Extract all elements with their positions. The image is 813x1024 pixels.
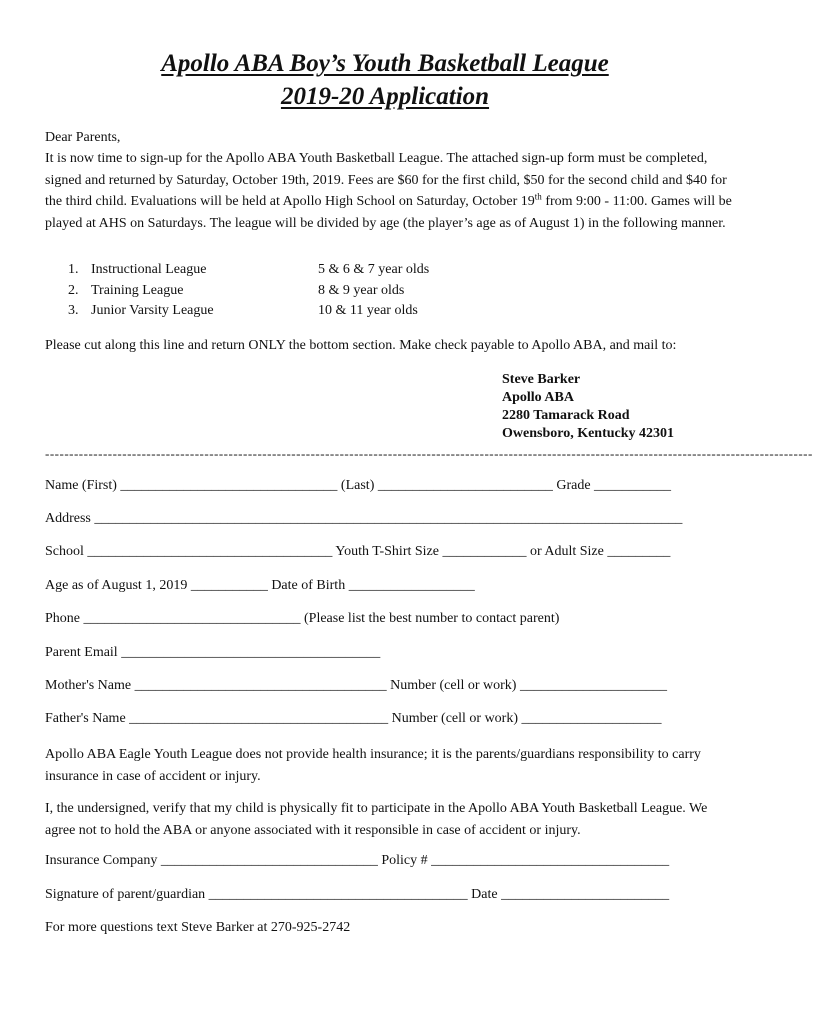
letter-body: It is now time to sign-up for the Apollo ABA Youth Basketball League. The attached sign-up form must be completed, signed and returned by Saturday, October 19th, 2019. Fees are $60 for the first child, $50 for the second child and $40 for the third child. Evaluations will be held at Apollo High School on Saturday, October 19th from 9:00 - 11:00. Games will be played at AHS on Saturdays. The league will be divided by age (the player’s age as of August 1) in the following manner. xyxy=(45,151,732,231)
age-dob-field[interactable]: Age as of August 1, 2019 ___________ Date of Birth __________________ xyxy=(45,578,475,593)
cut-instruction: Please cut along this line and return ONLY the bottom section. Make check payable to Apollo ABA, and mail to: xyxy=(45,338,677,353)
league-ages-2: 8 & 9 year olds xyxy=(318,283,405,298)
mailing-name: Steve Barker xyxy=(502,372,581,387)
name-field[interactable]: Name (First) _______________________________ (Last) _________________________ Grade ___________ xyxy=(45,478,672,493)
father-field[interactable]: Father's Name _____________________________________ Number (cell or work) ____________________ xyxy=(45,711,662,726)
address-field[interactable]: Address ____________________________________________________________________________________ xyxy=(45,511,683,526)
signature-field[interactable]: Signature of parent/guardian _____________________________________ Date ________________________ xyxy=(45,887,670,902)
insurance-field[interactable]: Insurance Company _______________________________ Policy # __________________________________ xyxy=(45,853,670,868)
league-name-1: Instructional League xyxy=(91,262,207,277)
school-field[interactable]: School ___________________________________ Youth T-Shirt Size ____________ or Adult Size _________ xyxy=(45,544,671,559)
insurance-notice: Apollo ABA Eagle Youth League does not provide health insurance; it is the parents/guardians responsibility to carry insurance in case of accident or injury. xyxy=(45,747,701,784)
league-name-3: Junior Varsity League xyxy=(91,303,214,318)
league-ages-3: 10 & 11 year olds xyxy=(318,303,418,318)
parent-email-field[interactable]: Parent Email _____________________________________ xyxy=(45,645,381,660)
league-num-1: 1. xyxy=(68,262,79,277)
phone-field[interactable]: Phone _______________________________ (Please list the best number to contact parent) xyxy=(45,611,560,626)
mailing-street: 2280 Tamarack Road xyxy=(502,408,630,423)
league-num-3: 3. xyxy=(68,303,79,318)
mailing-city: Owensboro, Kentucky 42301 xyxy=(502,426,675,441)
title-line-2: 2019-20 Application xyxy=(280,83,490,110)
verification-text: I, the undersigned, verify that my child is physically fit to participate in the Apollo ABA Youth Basketball League. We agree not to hold the ABA or anyone associated with it responsible in case of accident or injury. xyxy=(45,801,708,838)
letter-greeting: Dear Parents, xyxy=(45,130,121,145)
contact-text: For more questions text Steve Barker at 270-925-2742 xyxy=(45,920,351,935)
title-line-1: Apollo ABA Boy’s Youth Basketball League xyxy=(161,50,609,77)
league-num-2: 2. xyxy=(68,283,79,298)
cut-line: --------------------------------------------------------------------------------------------------------------------------------------------------------------- xyxy=(45,446,813,461)
mother-field[interactable]: Mother's Name ____________________________________ Number (cell or work) _____________________ xyxy=(45,678,667,693)
mailing-org: Apollo ABA xyxy=(502,390,574,405)
league-ages-1: 5 & 6 & 7 year olds xyxy=(318,262,430,277)
league-name-2: Training League xyxy=(91,283,184,298)
